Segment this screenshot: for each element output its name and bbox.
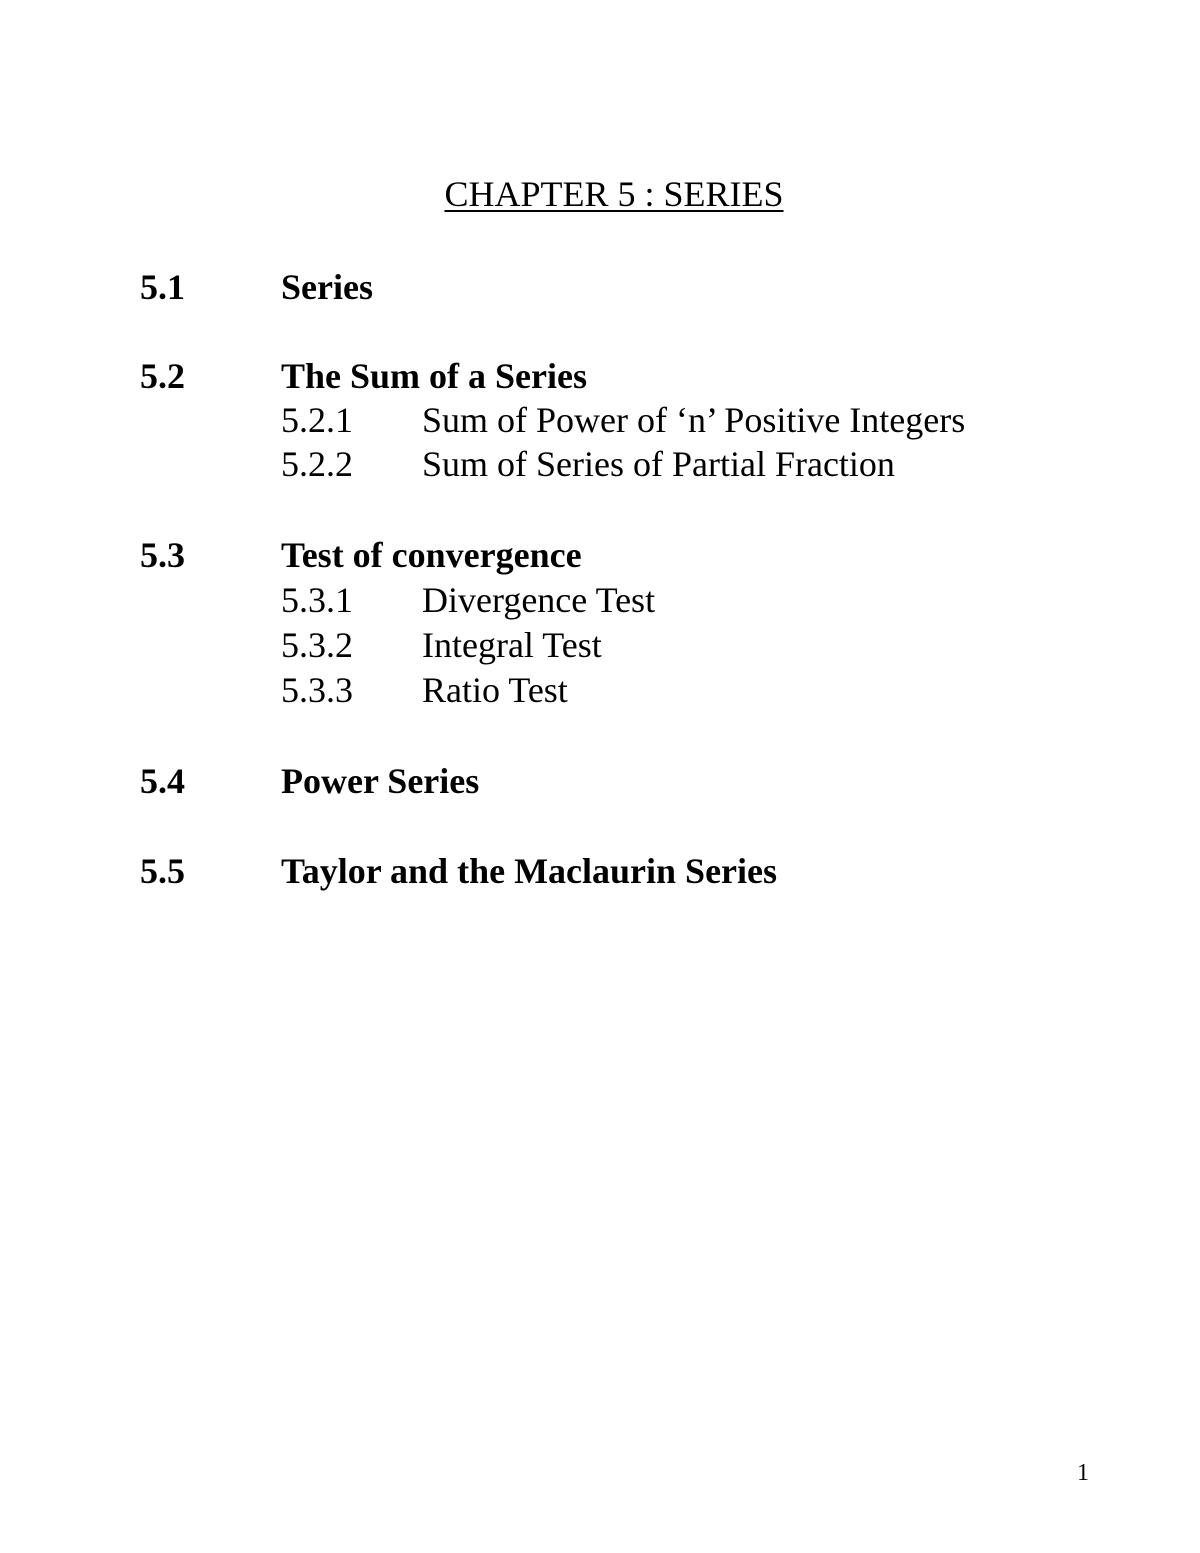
toc-subsection	[0, 668, 1200, 712]
subsection-title: Divergence Test	[422, 580, 656, 620]
subsection-title: Sum of Power of ‘n’ Positive Integers	[422, 400, 966, 440]
subsection-number: 5.2.1	[281, 400, 353, 440]
toc-section	[0, 264, 1200, 310]
subsection-title: Sum of Series of Partial Fraction	[422, 444, 895, 484]
section-number: 5.3	[140, 535, 185, 575]
section-number: 5.1	[140, 267, 185, 307]
subsection-number: 5.3.3	[281, 670, 353, 710]
toc-section	[0, 848, 1200, 894]
subsection-number: 5.3.2	[281, 625, 353, 665]
toc-section	[0, 353, 1200, 399]
section-number: 5.2	[140, 356, 185, 396]
subsection-number: 5.3.1	[281, 580, 353, 620]
section-title: Test of convergence	[281, 535, 582, 575]
toc-subsection	[0, 398, 1200, 442]
subsection-number: 5.2.2	[281, 444, 353, 484]
subsection-title: Ratio Test	[422, 670, 568, 710]
page-number: 1	[1077, 1460, 1089, 1486]
section-title: Power Series	[281, 761, 480, 801]
toc-section	[0, 758, 1200, 804]
subsection-title: Integral Test	[422, 625, 602, 665]
toc-subsection	[0, 623, 1200, 667]
chapter-title: CHAPTER 5 : SERIES	[444, 174, 784, 214]
section-title: The Sum of a Series	[281, 356, 587, 396]
section-title: Taylor and the Maclaurin Series	[281, 851, 778, 891]
section-number: 5.5	[140, 851, 185, 891]
toc-section	[0, 532, 1200, 578]
toc-subsection	[0, 442, 1200, 486]
section-title: Series	[281, 267, 373, 307]
toc-subsection	[0, 578, 1200, 622]
section-number: 5.4	[140, 761, 185, 801]
